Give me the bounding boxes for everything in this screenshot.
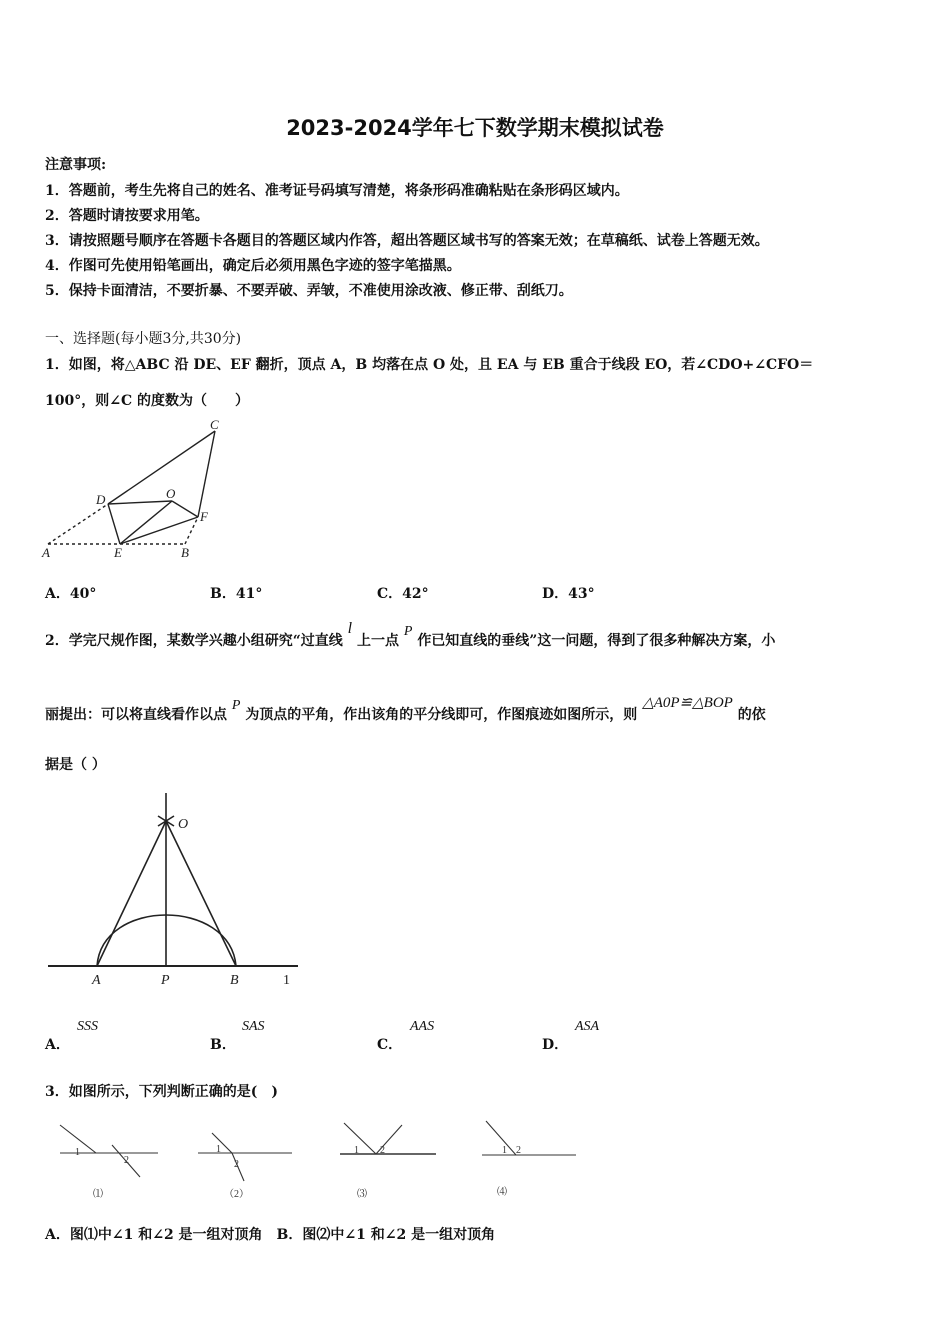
- fig4-angle2: 2: [516, 1145, 521, 1156]
- note-item: 2．答题时请按要求用笔。: [45, 208, 209, 224]
- label-A: A: [92, 973, 101, 988]
- notes-heading: 注意事项:: [45, 157, 107, 173]
- note-item: 4．作图可先使用铅笔画出，确定后必须用黑色字迹的签字笔描黑。: [45, 258, 461, 274]
- q2-stem-line2: 丽提出：可以将直线看作以点 P 为顶点的平角，作出该角的平分线即可，作图痕迹如图所示，则 △A0P≌△BOP 的依: [45, 695, 766, 723]
- fig4-caption: ⑷: [497, 1187, 507, 1198]
- q3-figures: [50, 1115, 590, 1205]
- q2-option-d[interactable]: D．: [542, 1037, 569, 1053]
- page-title: 2023-2024学年七下数学期末模拟试卷: [286, 116, 664, 140]
- q1-figure: [40, 415, 240, 565]
- label-A: A: [42, 545, 50, 560]
- q2-option-c[interactable]: C．: [377, 1037, 403, 1053]
- q1-stem-line1: 1．如图，将△ABC 沿 DE、EF 翻折，顶点 A，B 均落在点 O 处，且 EA 与 EB 重合于线段 EO，若∠CDO+∠CFO＝: [45, 357, 814, 373]
- q2-figure: [40, 788, 310, 998]
- fig3-caption: ⑶: [357, 1189, 367, 1200]
- q1-option-d[interactable]: D．43°: [542, 586, 595, 602]
- q3-options-line[interactable]: A．图⑴中∠1 和∠2 是一组对顶角 B．图⑵中∠1 和∠2 是一组对顶角: [45, 1227, 496, 1243]
- q2-option-b-value: SAS: [242, 1019, 265, 1034]
- note-item: 3．请按照题号顺序在答题卡各题目的答题区域内作答，超出答题区域书写的答案无效；在草稿纸、试卷上答题无效。: [45, 233, 769, 249]
- note-item: 5．保持卡面清洁，不要折暴、不要弄破、弄皱，不准使用涂改液、修正带、刮纸刀。: [45, 283, 573, 299]
- q1-option-c[interactable]: C．42°: [377, 586, 429, 602]
- q2-option-a[interactable]: A．: [45, 1037, 70, 1053]
- label-O: O: [178, 817, 189, 832]
- fig3-angle2: 2: [380, 1145, 385, 1156]
- q2-option-c-value: AAS: [410, 1019, 435, 1034]
- fig2-caption: （2）: [224, 1189, 249, 1200]
- fig4-angle1: 1: [502, 1145, 507, 1156]
- q1-option-b[interactable]: B．41°: [210, 586, 263, 602]
- q1-stem-line2: 100°，则∠C 的度数为（ ）: [45, 393, 249, 409]
- label-B: B: [181, 545, 189, 560]
- label-C: C: [210, 417, 219, 432]
- q2-stem-line3: 据是（ ）: [45, 757, 106, 773]
- label-B: B: [230, 973, 239, 988]
- fig1-angle1: 1: [75, 1147, 80, 1158]
- fig1-angle2: 2: [124, 1155, 129, 1166]
- label-O: O: [166, 486, 176, 501]
- label-D: D: [96, 492, 106, 507]
- q1-option-a[interactable]: A．40°: [45, 586, 97, 602]
- label-F: F: [200, 509, 208, 524]
- q2-option-b[interactable]: B．: [210, 1037, 236, 1053]
- q3-stem: 3．如图所示，下列判断正确的是( ): [45, 1084, 278, 1100]
- label-E: E: [114, 545, 122, 560]
- q2-option-a-value: SSS: [77, 1019, 98, 1034]
- q2-stem-line1: 2．学完尺规作图，某数学兴趣小组研究“过直线 l 上一点 P 作已知直线的垂线”这一问题，得到了很多种解决方案，小: [45, 620, 776, 649]
- fig3-angle1: 1: [354, 1145, 359, 1156]
- fig2-angle2: 2: [234, 1159, 239, 1170]
- note-item: 1．答题前，考生先将自己的姓名、准考证号码填写清楚，将条形码准确粘贴在条形码区域内。: [45, 183, 629, 199]
- fig1-caption: ⑴: [93, 1189, 103, 1200]
- q2-option-d-value: ASA: [575, 1019, 600, 1034]
- fig2-angle1: 1: [216, 1144, 221, 1155]
- section-heading: 一、选择题(每小题3分,共30分): [45, 331, 242, 347]
- label-P: P: [161, 973, 170, 988]
- label-line: 1: [283, 973, 290, 988]
